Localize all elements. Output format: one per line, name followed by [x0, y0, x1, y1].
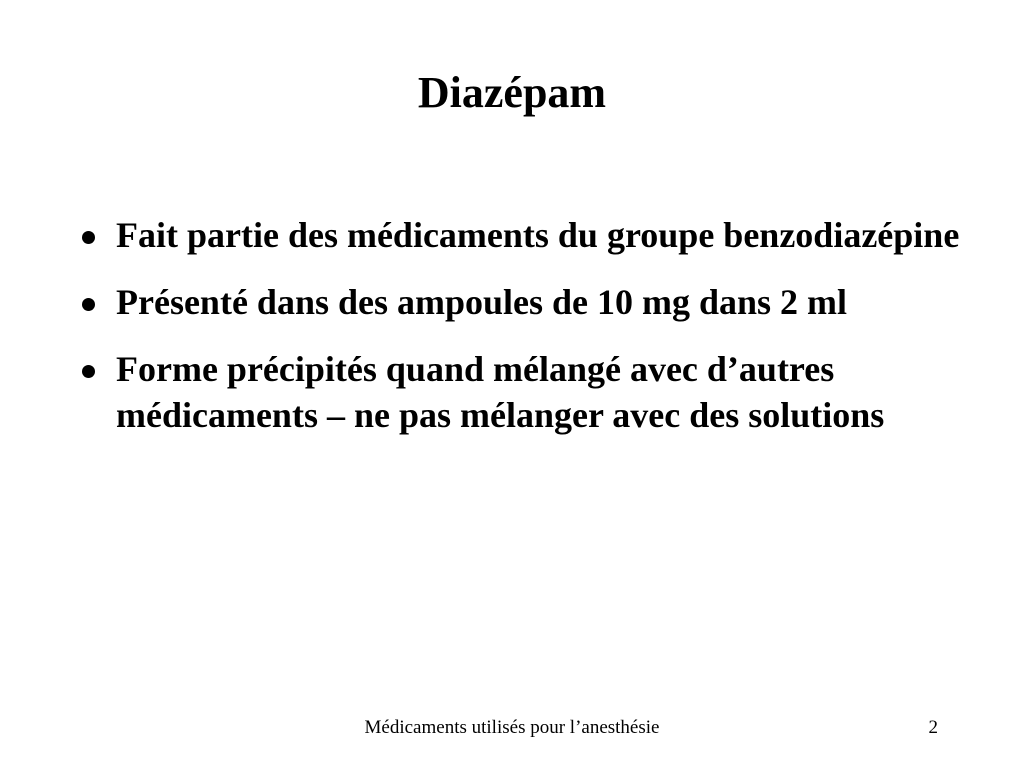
bullet-dot-icon [82, 365, 95, 378]
bullet-item [80, 279, 960, 325]
footer-caption: Médicaments utilisés pour l’anesthésie [364, 717, 660, 738]
bullet-text: Forme précipités quand mélangé avec d’autres médicaments – ne pas mélanger avec des solutions [116, 349, 885, 435]
bullet-dot-icon [82, 298, 95, 311]
bullet-text: Fait partie des médicaments du groupe benzodiazépine [116, 215, 960, 255]
bullet-text: Présenté dans des ampoules de 10 mg dans 2 ml [116, 282, 848, 322]
bullet-list [80, 212, 960, 459]
page-number: 2 [928, 717, 938, 738]
bullet-dot-icon [82, 231, 95, 244]
bullet-item [80, 346, 960, 438]
bullet-item [80, 212, 960, 258]
slide-title: Diazépam [417, 68, 607, 117]
